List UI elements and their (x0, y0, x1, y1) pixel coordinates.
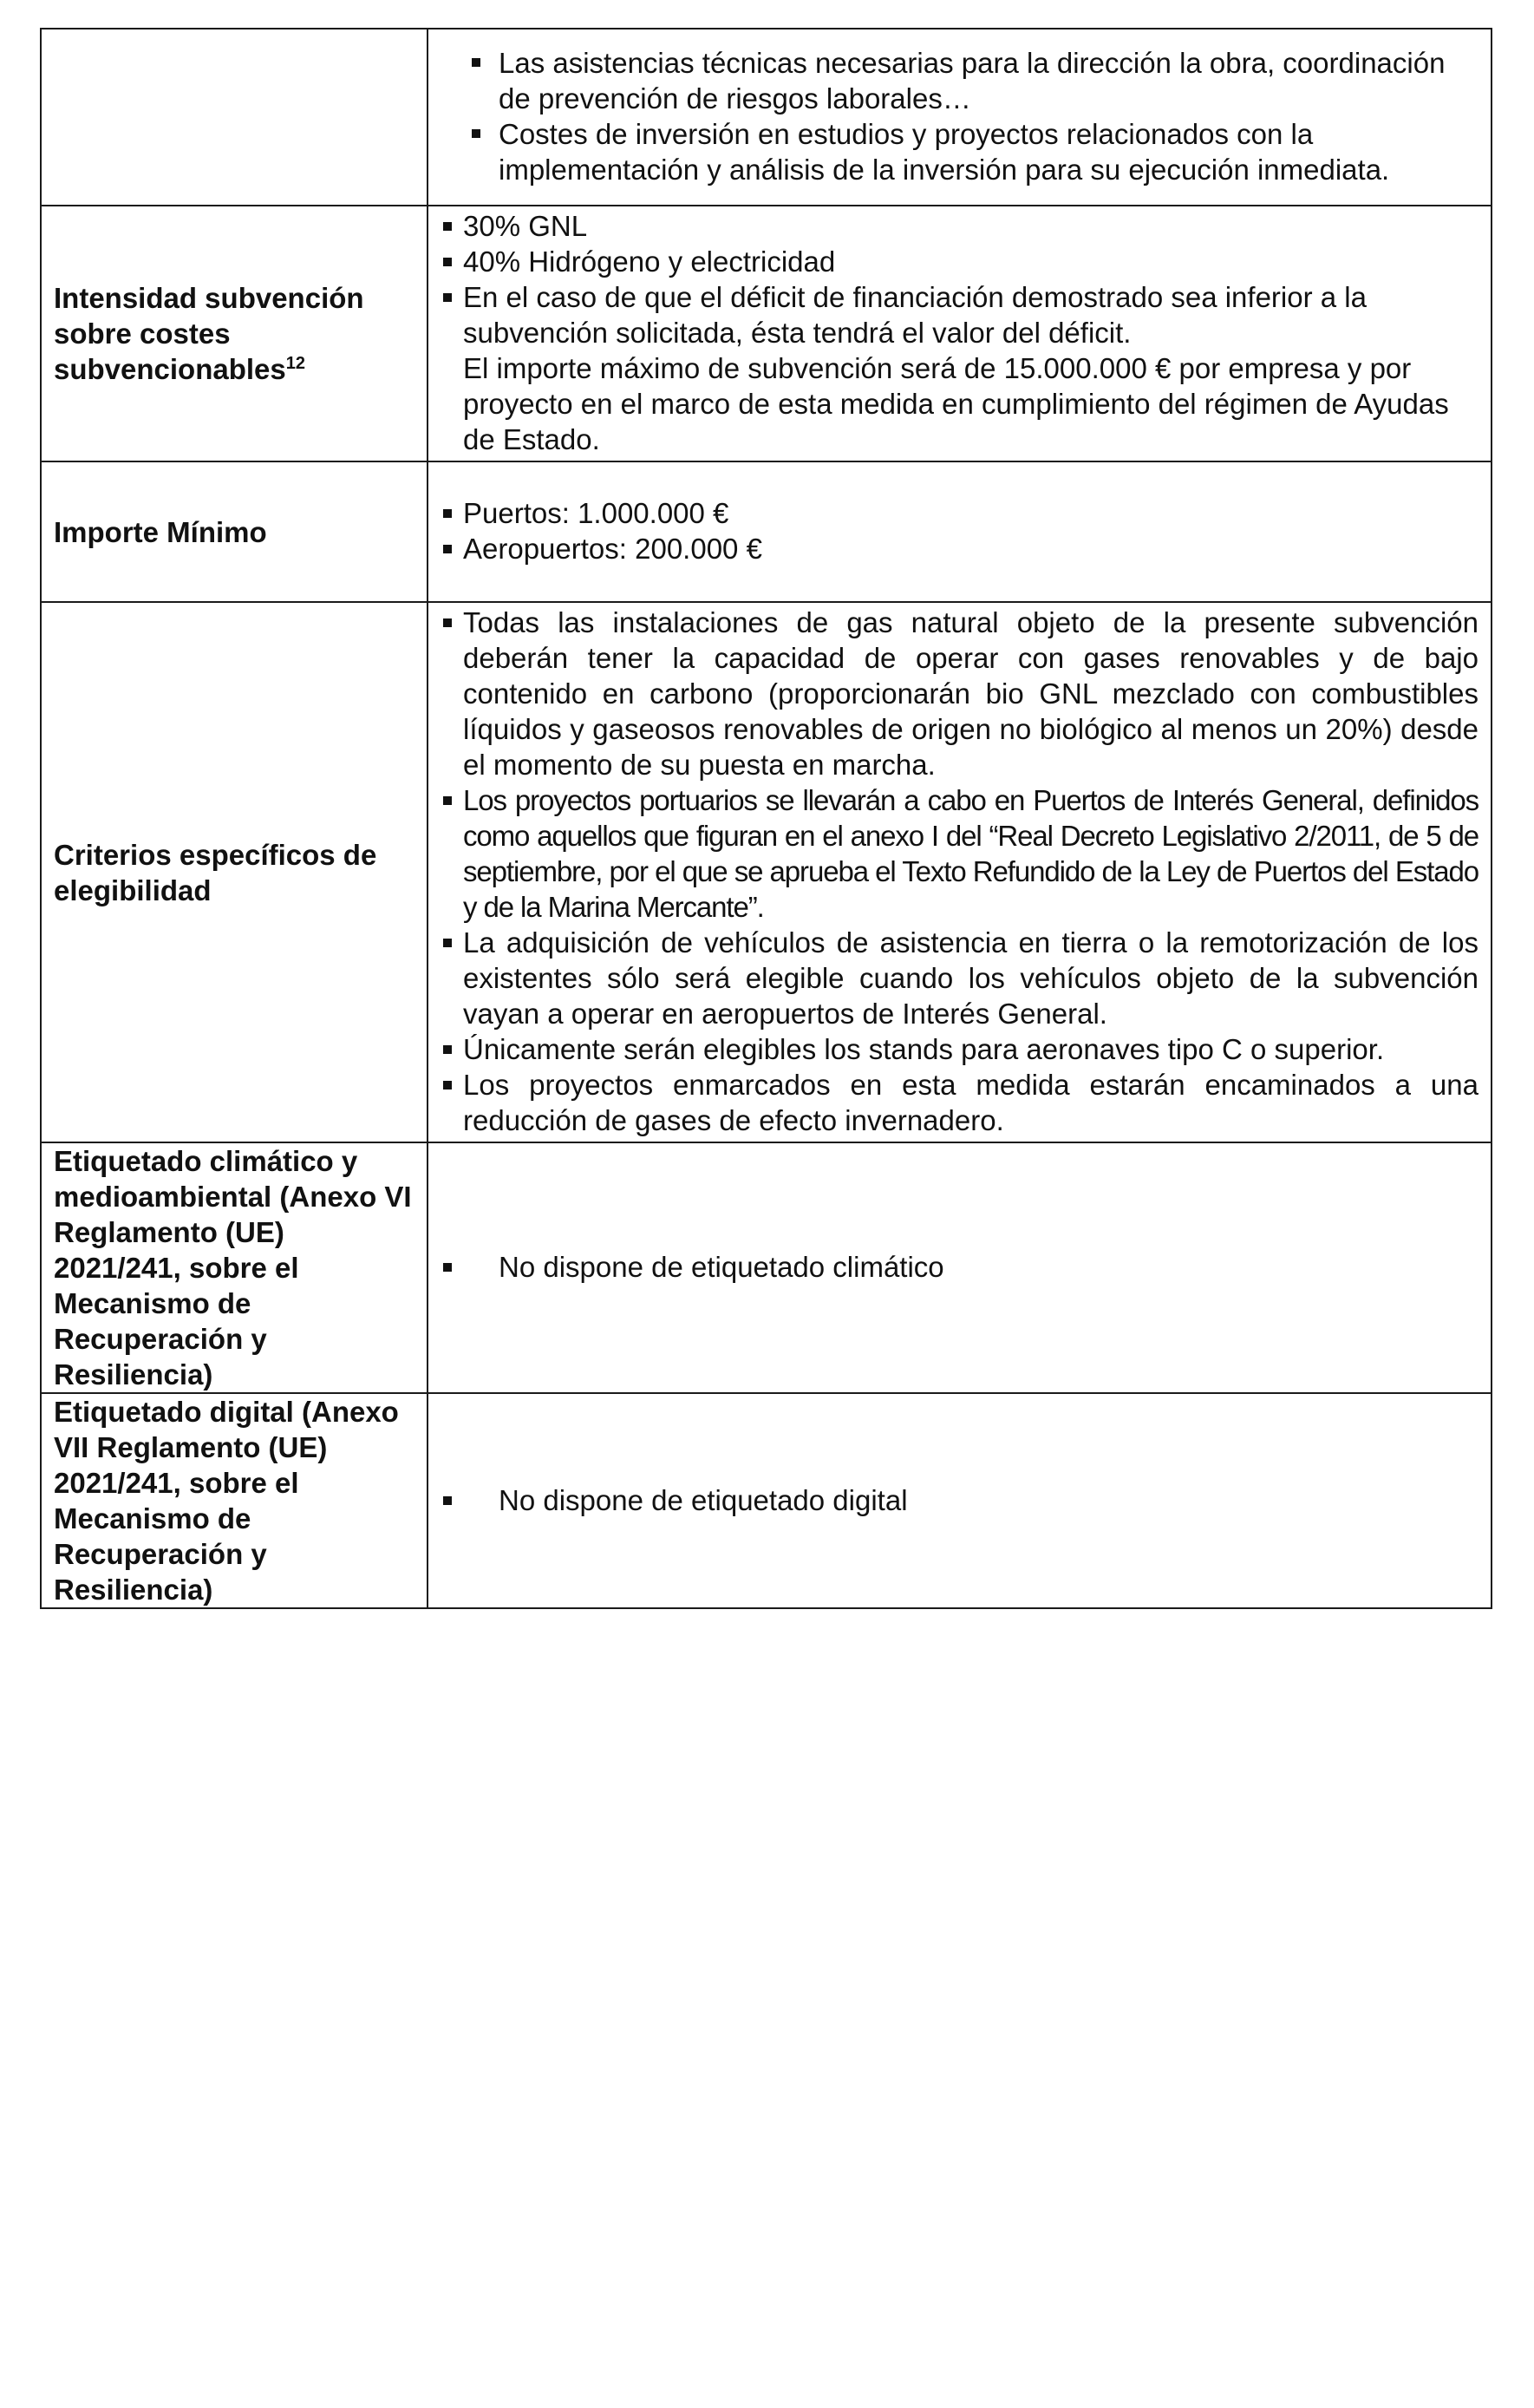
label-cell-importe-minimo (41, 461, 428, 602)
bullet-list (441, 208, 1479, 457)
list-item: Los proyectos enmarcados en esta medida estarán encaminados a una reducción de gases de efecto invernadero. (441, 1067, 1479, 1138)
content-cell-intensidad (428, 206, 1492, 461)
table-row-costes (41, 29, 1492, 206)
content-cell-etiquetado-digital (428, 1393, 1492, 1608)
list-item: 40% Hidrógeno y electricidad (441, 244, 1479, 279)
content-cell-importe-minimo (428, 461, 1492, 602)
row-label: Intensidad subvención sobre costes subvencionables (54, 282, 364, 385)
table-row-etiquetado-digital (41, 1393, 1492, 1608)
list-item: Costes de inversión en estudios y proyectos relacionados con la implementación y análisis de la inversión para su ejecución inmediata. (441, 116, 1479, 187)
row-label: Etiquetado climático y medioambiental (Anexo VI Reglamento (UE) 2021/241, sobre el Mecanismo de Recuperación y Resiliencia) (54, 1145, 412, 1390)
bullet-list (441, 1249, 1479, 1285)
list-item (441, 279, 1479, 457)
list-item: Las asistencias técnicas necesarias para la dirección la obra, coordinación de prevención de riesgos laborales… (441, 45, 1479, 116)
table-row-etiquetado-climatico (41, 1142, 1492, 1393)
list-item: Aeropuertos: 200.000 € (441, 531, 1479, 566)
content-cell-etiquetado-climatico (428, 1142, 1492, 1393)
list-item: Puertos: 1.000.000 € (441, 495, 1479, 531)
list-item: 30% GNL (441, 208, 1479, 244)
list-item: Todas las instalaciones de gas natural objeto de la presente subvención deberán tener la capacidad de operar con gases renovables y de bajo contenido en carbono (proporcionarán bio GNL mezclado con combustibles líquidos y gaseosos renovables de origen no biológico al menos un 20%) desde el momento de su puesta en marcha. (441, 605, 1479, 782)
label-cell-empty (41, 29, 428, 206)
list-item: No dispone de etiquetado digital (441, 1482, 1479, 1518)
label-cell-etiquetado-climatico (41, 1142, 428, 1393)
bullet-list (441, 495, 1479, 566)
table-row-intensidad (41, 206, 1492, 461)
list-item: Los proyectos portuarios se llevarán a cabo en Puertos de Interés General, definidos como aquellos que figuran en el anexo I del “Real Decreto Legislativo 2/2011, de 5 de septiembre, por el que se aprueba el Texto Refundido de la Ley de Puertos del Estado y de la Marina Mercante”. (441, 782, 1479, 925)
footnote-marker: 12 (285, 354, 306, 373)
list-item: La adquisición de vehículos de asistencia en tierra o la remotorización de los existentes sólo será elegible cuando los vehículos objeto de la subvención vayan a operar en aeropuertos de Interés General. (441, 925, 1479, 1031)
eligibility-table (40, 28, 1492, 1609)
bullet-list (441, 1482, 1479, 1518)
content-cell-criterios (428, 602, 1492, 1142)
table-row-importe-minimo (41, 461, 1492, 602)
table-row-criterios (41, 602, 1492, 1142)
row-label: Etiquetado digital (Anexo VII Reglamento (UE) 2021/241, sobre el Mecanismo de Recuperación y Resiliencia) (54, 1396, 399, 1606)
list-item-continuation: El importe máximo de subvención será de 15.000.000 € por empresa y por proyecto en el marco de esta medida en cumplimiento del régimen de Ayudas de Estado. (463, 352, 1449, 455)
bullet-list (441, 45, 1479, 187)
list-item-text: En el caso de que el déficit de financiación demostrado sea inferior a la subvención solicitada, ésta tendrá el valor del déficit. (463, 281, 1367, 349)
label-cell-intensidad (41, 206, 428, 461)
label-cell-criterios (41, 602, 428, 1142)
row-label: Importe Mínimo (54, 515, 267, 548)
list-item: No dispone de etiquetado climático (441, 1249, 1479, 1285)
bullet-list (441, 605, 1479, 1138)
label-cell-etiquetado-digital (41, 1393, 428, 1608)
content-cell-costes (428, 29, 1492, 206)
row-label: Criterios específicos de elegibilidad (54, 838, 377, 906)
list-item: Únicamente serán elegibles los stands para aeronaves tipo C o superior. (441, 1031, 1479, 1067)
